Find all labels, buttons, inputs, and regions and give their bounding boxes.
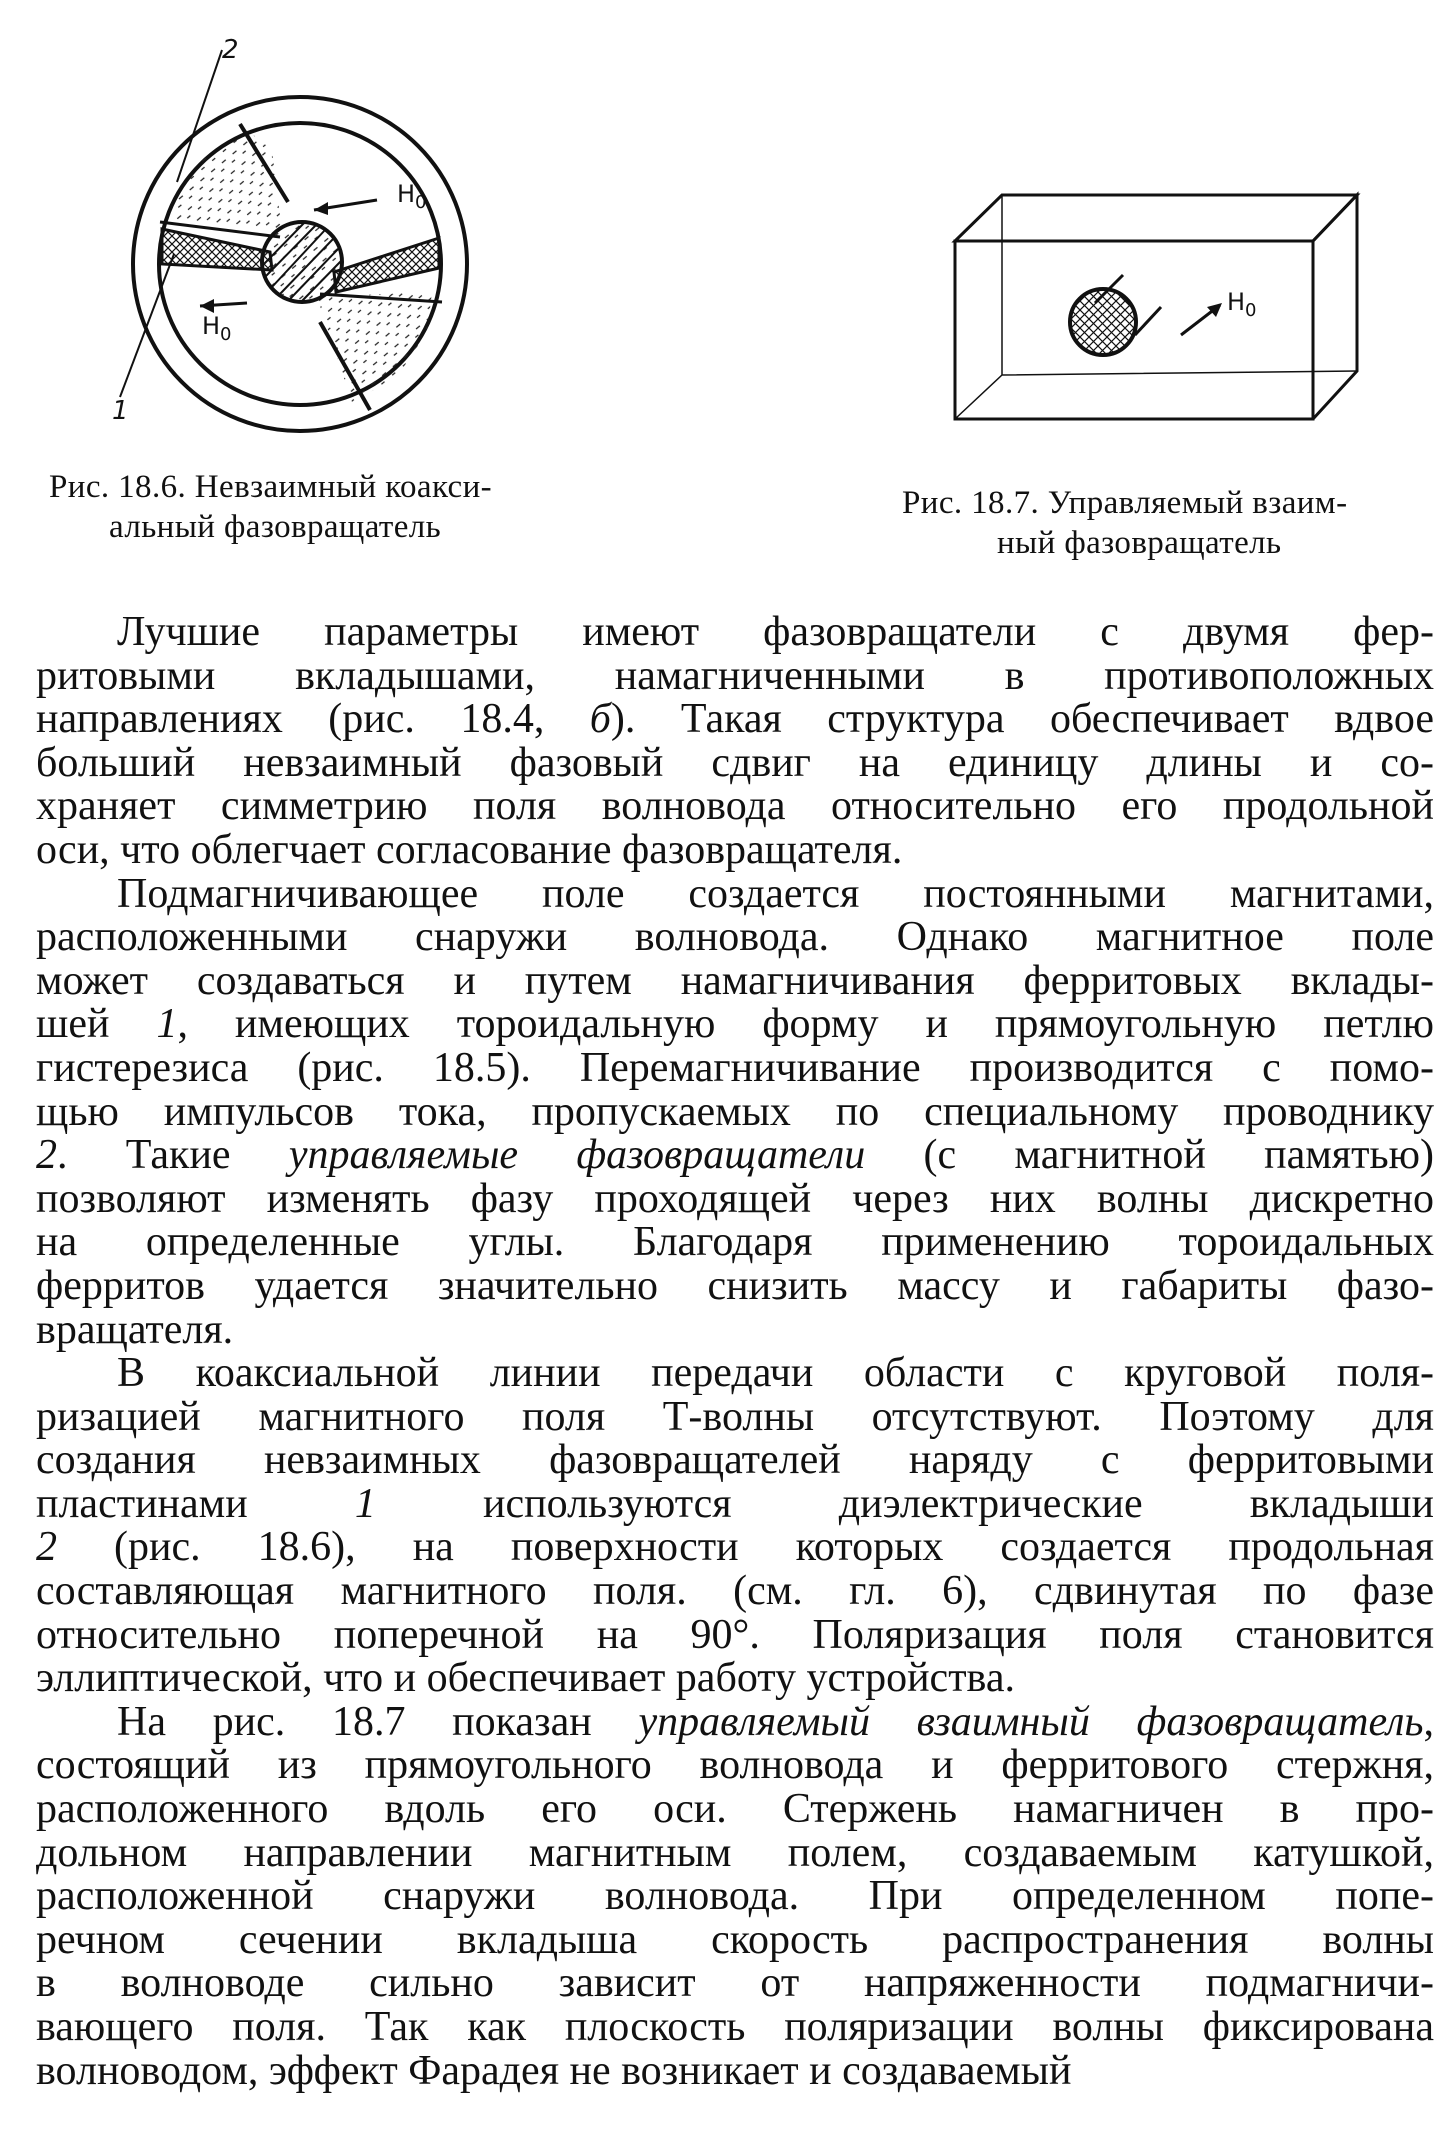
text-line (36, 957, 1434, 1004)
text-run: может создаваться и путем намагничивания ферритовых вклады- (36, 957, 1434, 1004)
text-line (36, 1875, 1434, 1919)
text-line (36, 1175, 1434, 1222)
paragraph (36, 1352, 1434, 1701)
text-run: шей (36, 1001, 157, 1048)
italic-run: б (589, 696, 611, 743)
label-ref-1: 1 (112, 396, 129, 426)
text-line (36, 1262, 1434, 1309)
text-line (36, 652, 1434, 699)
caption-line: Рис. 18.6. Невзаимный коакси- (49, 469, 493, 505)
text-line (36, 1044, 1434, 1091)
text-run: расположенного вдоль его оси. Стержень намагничен в про- (36, 1786, 1434, 1833)
text-line (36, 1788, 1434, 1832)
text-run: храняет симметрию поля волновода относительно его продольной (36, 783, 1434, 830)
waveguide-top-face (955, 195, 1357, 241)
text-run: расположенной снаружи волновода. При определенном попе- (36, 1873, 1434, 1920)
paragraph (36, 611, 1434, 873)
text-run: в волноводе сильно зависит от напряженности подмагничи- (36, 1960, 1434, 2007)
text-run: , имеющих тороидальную форму и прямоугольную петлю (177, 1001, 1435, 1048)
text-run: . Такие (57, 1132, 289, 1179)
text-run: дольном направлении магнитным полем, создаваемым катушкой, (36, 1829, 1434, 1876)
italic-run: управляемые фазовращатели (288, 1132, 866, 1179)
ferrite-plate-right (334, 238, 439, 292)
text-run: ритовыми вкладышами, намагниченными в противоположных (36, 652, 1434, 699)
label-h0-lower: $H_0$ (202, 312, 232, 345)
text-run: позволяют изменять фазу проходящей через них волны дискретно (36, 1175, 1434, 1222)
text-run: ). Такая структура обеспечивает вдвое (610, 696, 1434, 743)
italic-run: 1 (156, 1001, 178, 1048)
text-run: щью импульсов тока, пропускаемых по специальному проводнику (36, 1088, 1434, 1135)
text-line (36, 1439, 1434, 1483)
label-h0-upper: $H_0$ (397, 180, 427, 213)
text-run: составляющая магнитного поля. (см. гл. 6), сдвинутая по фазе (36, 1568, 1434, 1615)
text-run: создания невзаимных фазовращателей наряду с ферритовыми (36, 1437, 1434, 1484)
text-line (36, 826, 1434, 873)
text-run: Лучшие параметры имеют фазовращатели с двумя фер- (117, 609, 1434, 655)
text-line (36, 1088, 1434, 1135)
text-line (36, 1306, 1434, 1353)
italic-run: 2 (36, 1524, 57, 1571)
paragraph (36, 870, 1435, 1353)
italic-run: управляемый взаимный фазовращатель (638, 1698, 1424, 1745)
text-line (36, 1134, 1434, 1178)
figure-18-6 (112, 32, 487, 447)
text-run: состоящий из прямоугольного волновода и ферритового стержня, (36, 1742, 1434, 1789)
text-line (36, 1744, 1434, 1788)
text-line (36, 698, 1434, 742)
text-run: направлениях (рис. 18.4, (36, 696, 590, 743)
text-run: волноводом, эффект Фарадея не возникает и создаваемый (36, 2047, 1072, 2094)
paragraph (36, 1698, 1434, 2094)
figure-18-7-caption (902, 483, 1446, 563)
text-line (36, 1393, 1434, 1440)
text-line (36, 1221, 1434, 1265)
text-run: на определенные углы. Благодаря применению тороидальных (36, 1219, 1434, 1266)
figure-18-6-caption (49, 467, 624, 547)
text-line (36, 1480, 1434, 1527)
text-run: (с магнитной памятью) (865, 1132, 1434, 1179)
text-run: расположенными снаружи волновода. Однако магнитное поле (36, 914, 1434, 961)
text-line (36, 2006, 1434, 2050)
text-line (36, 1657, 1434, 1701)
text-run: больший невзаимный фазовый сдвиг на единицу длины и со- (36, 739, 1434, 786)
text-line (36, 870, 1434, 917)
text-line (36, 1698, 1434, 1745)
text-run: пластинами (36, 1480, 355, 1527)
ferrite-rod-end (1070, 289, 1136, 355)
waveguide-phase-shifter-drawing (945, 175, 1367, 435)
coaxial-phase-shifter-drawing (112, 32, 487, 447)
text-line (36, 1962, 1434, 2006)
caption-line: ный фазовращатель (997, 525, 1282, 561)
text-line (36, 785, 1434, 829)
text-run: (рис. 18.6), на поверхности которых создается продольная (57, 1524, 1434, 1571)
text-line (36, 1352, 1434, 1396)
text-line (36, 1611, 1434, 1658)
text-run: , (1423, 1698, 1434, 1745)
text-run: На рис. 18.7 показан (117, 1698, 639, 1745)
text-line (36, 611, 1434, 655)
leader-label-1 (120, 254, 174, 397)
text-run: Подмагничивающее поле создается постоянными магнитами, (117, 870, 1434, 917)
text-line (36, 739, 1434, 786)
text-run: В коаксиальной линии передачи области с круговой поля- (117, 1350, 1434, 1397)
text-line (36, 916, 1434, 960)
text-run: оси, что облегчает согласование фазовращателя. (36, 826, 903, 873)
text-run: вращателя. (36, 1306, 234, 1353)
text-line (36, 1526, 1434, 1570)
body-text (36, 611, 1434, 2093)
text-line (36, 1916, 1434, 1963)
text-line (36, 1829, 1434, 1876)
text-run: ферритов удается значительно снизить массу и габариты фазо- (36, 1262, 1434, 1309)
text-run: ризацией магнитного поля Т-волны отсутствуют. Поэтому для (36, 1393, 1434, 1440)
caption-line: альный фазовращатель (109, 509, 442, 545)
italic-run: 2 (36, 1132, 57, 1179)
caption-line: Рис. 18.7. Управляемый взаим- (902, 485, 1348, 521)
text-run: используются диэлектрические вкладыши (375, 1480, 1434, 1527)
text-line (36, 2047, 1434, 2094)
text-run: гистерезиса (рис. 18.5). Перемагничивание производится с помо- (36, 1044, 1434, 1091)
label-ref-2: 2 (222, 35, 239, 65)
waveguide-side-face (1313, 195, 1357, 419)
label-h0: $H_0$ (1227, 288, 1257, 321)
text-line (36, 1570, 1434, 1614)
italic-run: 1 (354, 1480, 376, 1527)
text-run: относительно поперечной на 90°. Поляризация поля становится (36, 1611, 1434, 1658)
text-line (36, 1003, 1434, 1047)
figure-18-7 (945, 175, 1367, 435)
inner-conductor (262, 222, 342, 302)
text-run: эллиптической, что и обеспечивает работу устройства. (36, 1655, 1015, 1702)
text-run: вающего поля. Так как плоскость поляризации волны фиксирована (36, 2004, 1434, 2050)
text-run: речном сечении вкладыша скорость распространения волны (36, 1916, 1434, 1963)
